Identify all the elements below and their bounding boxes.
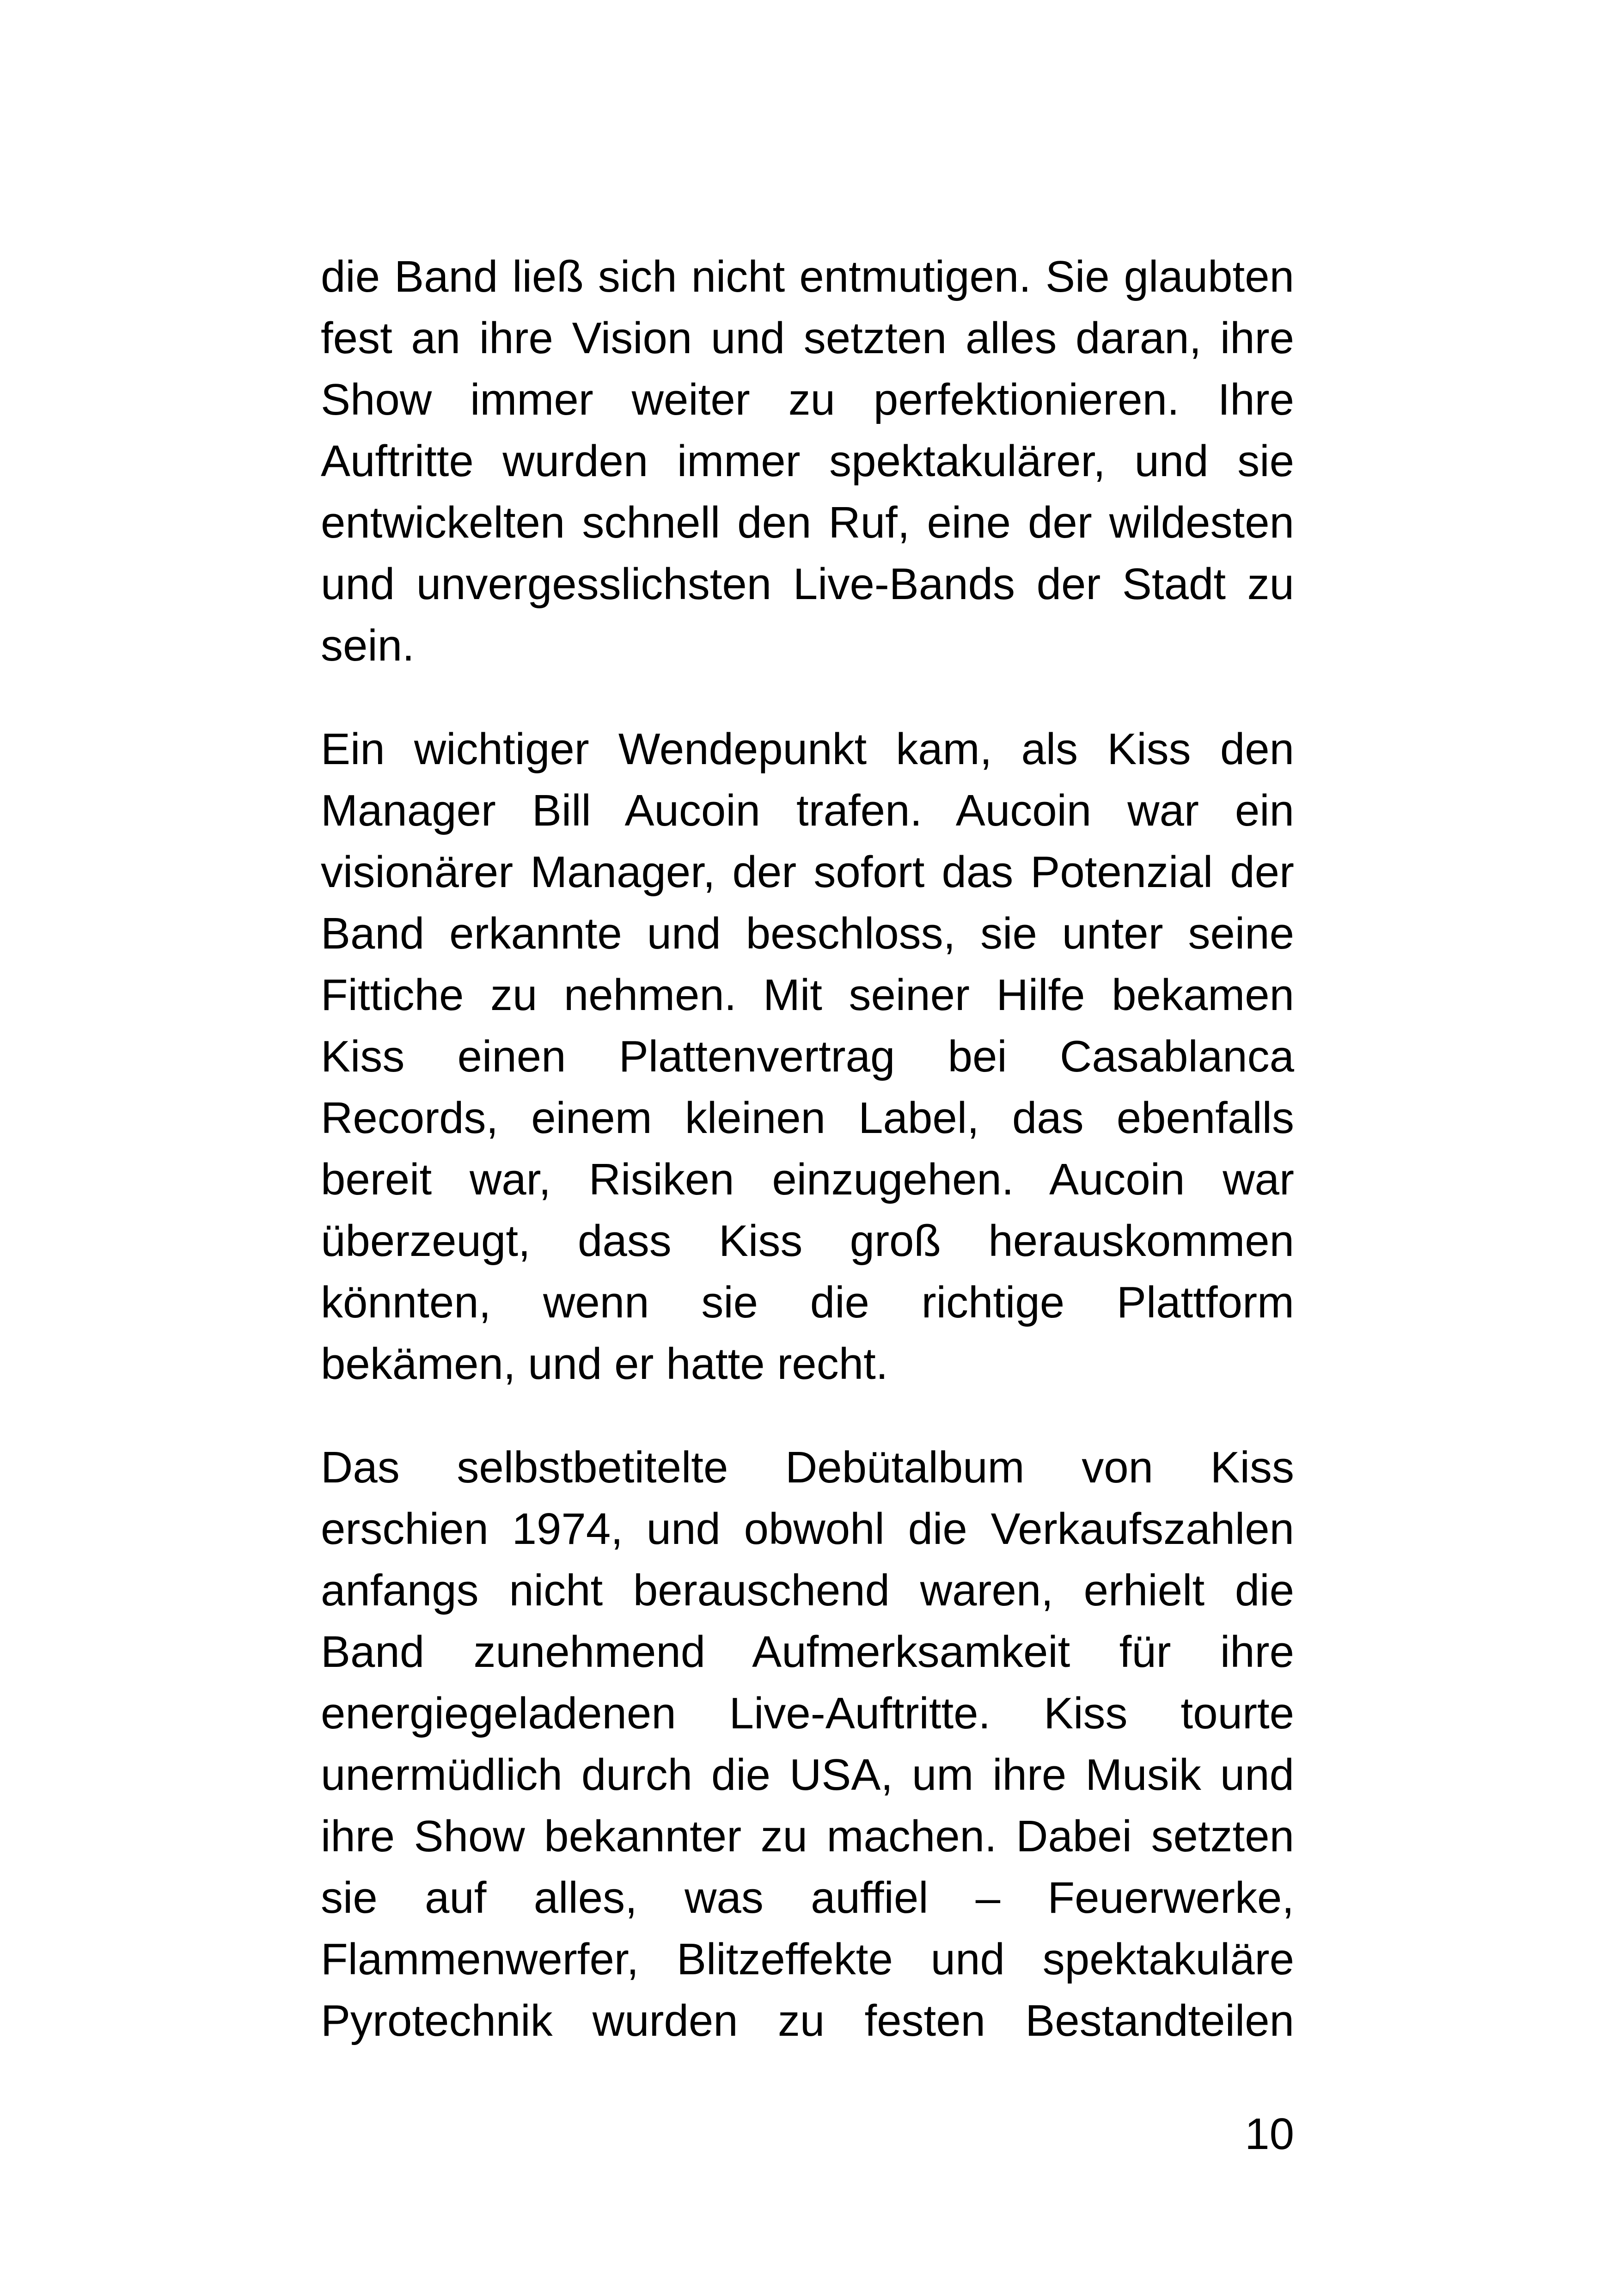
page-number: 10 [1245,2109,1294,2159]
paragraph-3: Das selbstbetitelte Debütalbum von Kiss erschien 1974, und obwohl die Verkaufszahlen anfangs nicht berauschend waren, erhielt die Band zunehmend Aufmerksamkeit für ihre energiegeladenen Live-Auftritte. Kiss tourte unermüdlich durch die USA, um ihre Musik und ihre Show bekannter zu machen. Dabei setzten sie auf alles, was auffiel – Feuerwerke, Flammenwerfer, Blitzeffekte und spektakuläre Pyrotechnik wurden zu festen Bestandteilen [321,1443,1294,2045]
paragraph-1: die Band ließ sich nicht entmutigen. Sie glaubten fest an ihre Vision und setzten alles daran, ihre Show immer weiter zu perfektionieren. Ihre Auftritte wurden immer spektakulärer, und sie entwickelten schnell den Ruf, eine der wildesten und unvergesslichsten Live-Bands der Stadt zu sein. [321,252,1294,670]
body-text [321,246,1294,2094]
paragraph-2: Ein wichtiger Wendepunkt kam, als Kiss den Manager Bill Aucoin trafen. Aucoin war ein visionärer Manager, der sofort das Potenzial der Band erkannte und beschloss, sie unter seine Fittiche zu nehmen. Mit seiner Hilfe bekamen Kiss einen Plattenvertrag bei Casablanca Records, einem kleinen Label, das ebenfalls bereit war, Risiken einzugehen. Aucoin war überzeugt, dass Kiss groß herauskommen könnten, wenn sie die richtige Plattform bekämen, und er hatte recht. [321,724,1294,1389]
